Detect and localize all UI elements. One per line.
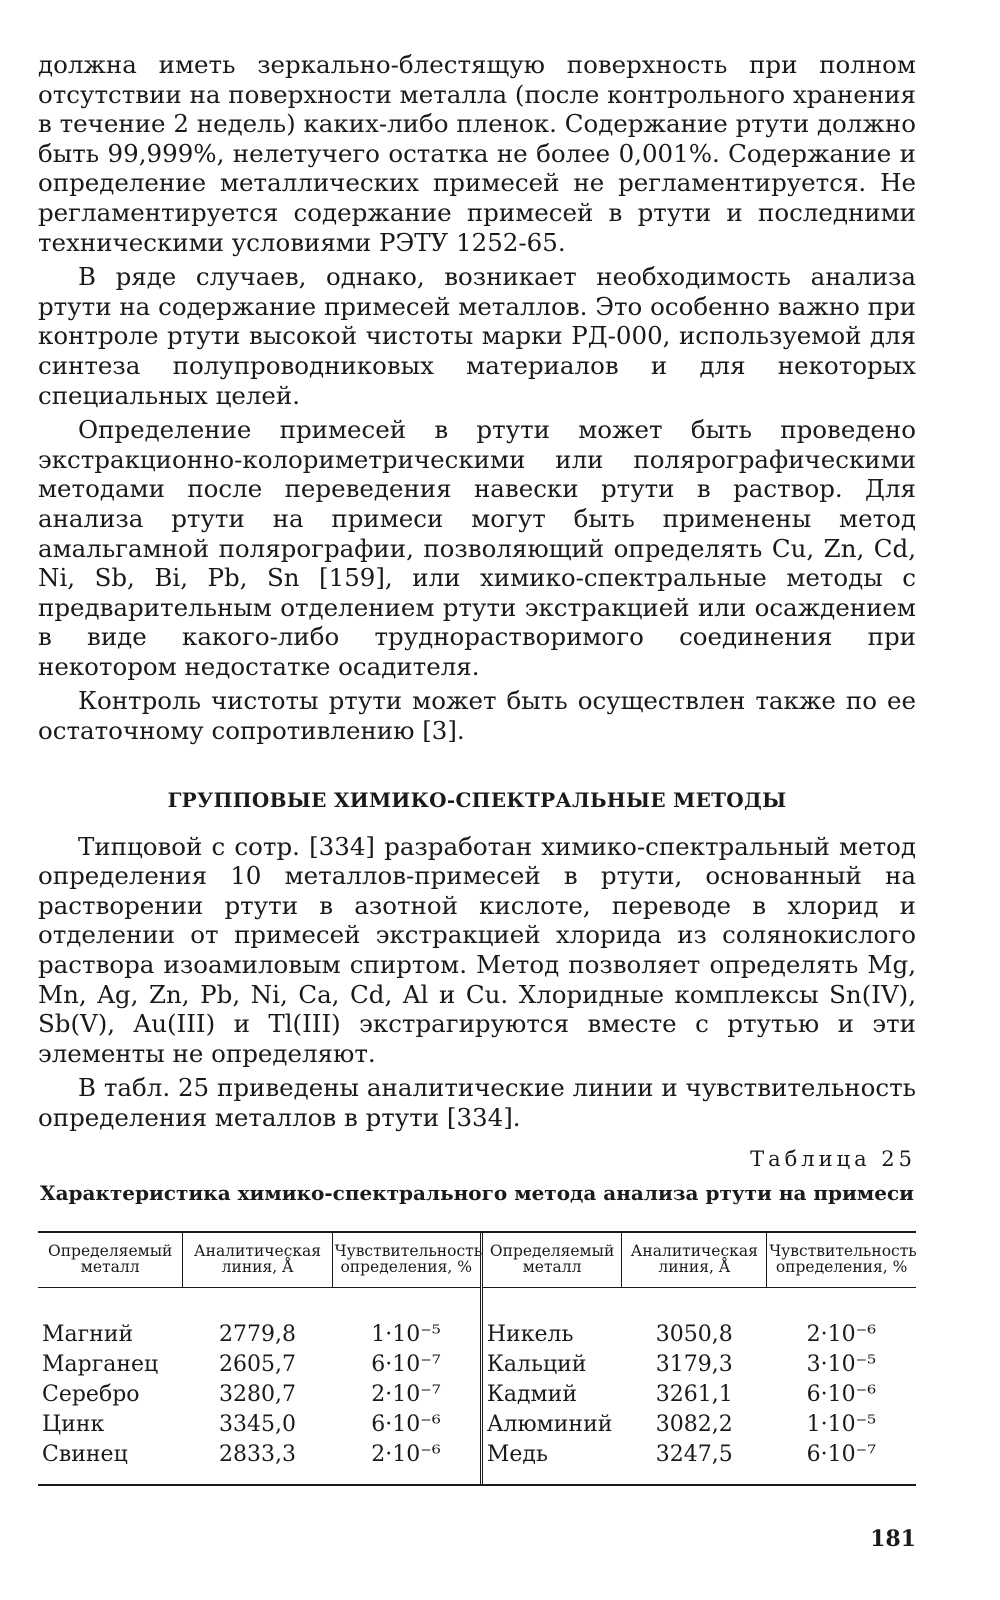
header-metal-left: Определяемый металл — [38, 1233, 183, 1288]
cell-line: 3280,7 — [218, 1381, 296, 1407]
header-line-right: Аналитическая линия, Å — [622, 1233, 767, 1288]
paragraph-4: Контроль чистоты ртути может быть осуществлен также по ее остаточному сопротивлению [3]. — [38, 686, 916, 746]
cell-metal: Цинк — [42, 1411, 105, 1437]
cell-line: 3261,1 — [655, 1381, 733, 1407]
cell-metal: Никель — [486, 1321, 574, 1347]
section-heading: ГРУППОВЫЕ ХИМИКО-СПЕКТРАЛЬНЫЕ МЕТОДЫ — [167, 787, 787, 812]
cell-sensitivity: 6·10⁻⁷ — [332, 1350, 481, 1380]
header-line-left: Аналитическая линия, Å — [183, 1233, 332, 1288]
cell-metal: Кадмий — [486, 1381, 577, 1407]
table-label: Таблица 25 — [750, 1146, 916, 1171]
cell-line: 3082,2 — [655, 1411, 733, 1437]
table-row — [38, 1440, 916, 1484]
cell-line: 2833,3 — [218, 1441, 296, 1467]
table-row — [38, 1350, 916, 1380]
page-number: 181 — [870, 1526, 916, 1552]
cell-metal: Алюминий — [486, 1411, 613, 1437]
paragraph-1: должна иметь зеркально-блестящую поверхность при полном отсутствии на поверхности металла (после контрольного хранения в течение 2 недель) каких-либо пленок. Содержание ртути должно быть 99,999%, нелетучего остатка не более 0,001%. Содержание и определение металлических примесей не регламентируется. Не регламентируется содержание примесей в ртути и последними техническими условиями РЭТУ 1252-65. — [38, 50, 916, 257]
cell-sensitivity: 1·10⁻⁵ — [806, 1411, 877, 1437]
cell-line: 3247,5 — [655, 1441, 733, 1467]
paragraph-2: В ряде случаев, однако, возникает необходимость анализа ртути на содержание примесей металлов. Это особенно важно при контроле ртути высокой чистоты марки РД-000, используемой для синтеза полупроводниковых материалов и для некоторых специальных целей. — [38, 262, 916, 410]
cell-line: 2779,8 — [218, 1321, 296, 1347]
table-row — [38, 1287, 916, 1350]
table-row — [38, 1380, 916, 1410]
data-table — [38, 1233, 916, 1484]
cell-sensitivity: 2·10⁻⁶ — [806, 1321, 877, 1347]
data-table-frame — [38, 1231, 916, 1486]
cell-sensitivity: 6·10⁻⁷ — [806, 1441, 877, 1467]
table-caption: Характеристика химико-спектрального метода анализа ртути на примеси — [40, 1180, 914, 1205]
cell-line: 2605,7 — [218, 1351, 296, 1377]
paragraph-5: Типцовой с сотр. [334] разработан химико-спектральный метод определения 10 металлов-примесей в ртути, основанный на растворении ртути в азотной кислоте, переводе в хлорид и отделении от примесей экстракцией хлорида из солянокислого раствора изоамиловым спиртом. Метод позволяет определять Mg, Mn, Ag, Zn, Pb, Ni, Ca, Cd, Al и Cu. Хлоридные комплексы Sn(IV), Sb(V), Au(III) и Tl(III) экстрагируются вместе с ртутью и эти элементы не определяют. — [38, 831, 916, 1068]
cell-metal: Свинец — [42, 1441, 128, 1467]
paragraph-6: В табл. 25 приведены аналитические линии и чувствительность определения металлов в ртути [334]. — [38, 1073, 916, 1132]
table-row — [38, 1410, 916, 1440]
header-sensitivity-left: Чувствительность определения, % — [332, 1233, 481, 1288]
cell-sensitivity: 2·10⁻⁷ — [332, 1380, 481, 1410]
cell-line: 3050,8 — [655, 1321, 733, 1347]
cell-metal: Кальций — [486, 1351, 587, 1377]
header-metal-right: Определяемый металл — [481, 1233, 621, 1288]
cell-line: 3179,3 — [655, 1351, 733, 1377]
header-sensitivity-right: Чувствительность определения, % — [767, 1233, 916, 1288]
cell-metal: Марганец — [42, 1351, 159, 1377]
cell-metal: Медь — [486, 1441, 548, 1467]
table-header-row — [38, 1233, 916, 1288]
cell-sensitivity: 6·10⁻⁶ — [806, 1381, 877, 1407]
cell-metal: Серебро — [42, 1381, 140, 1407]
cell-sensitivity: 6·10⁻⁶ — [332, 1410, 481, 1440]
paragraph-3: Определение примесей в ртути может быть проведено экстракционно-колориметрическими или полярографическими методами после переведения навески ртути в раствор. Для анализа ртути на примеси могут быть применены метод амальгамной полярографии, позволяющий определять Cu, Zn, Cd, Ni, Sb, Bi, Pb, Sn [159], или химико-спектральные методы с предварительным отделением ртути экстракцией или осаждением в виде какого-либо труднорастворимого соединения при некотором недостатке осадителя. — [38, 415, 916, 681]
cell-line: 3345,0 — [218, 1411, 296, 1437]
page-body — [38, 50, 916, 1486]
cell-sensitivity: 3·10⁻⁵ — [806, 1351, 877, 1377]
cell-sensitivity: 2·10⁻⁶ — [332, 1440, 481, 1484]
cell-sensitivity: 1·10⁻⁵ — [332, 1287, 481, 1350]
cell-metal: Магний — [42, 1321, 134, 1347]
